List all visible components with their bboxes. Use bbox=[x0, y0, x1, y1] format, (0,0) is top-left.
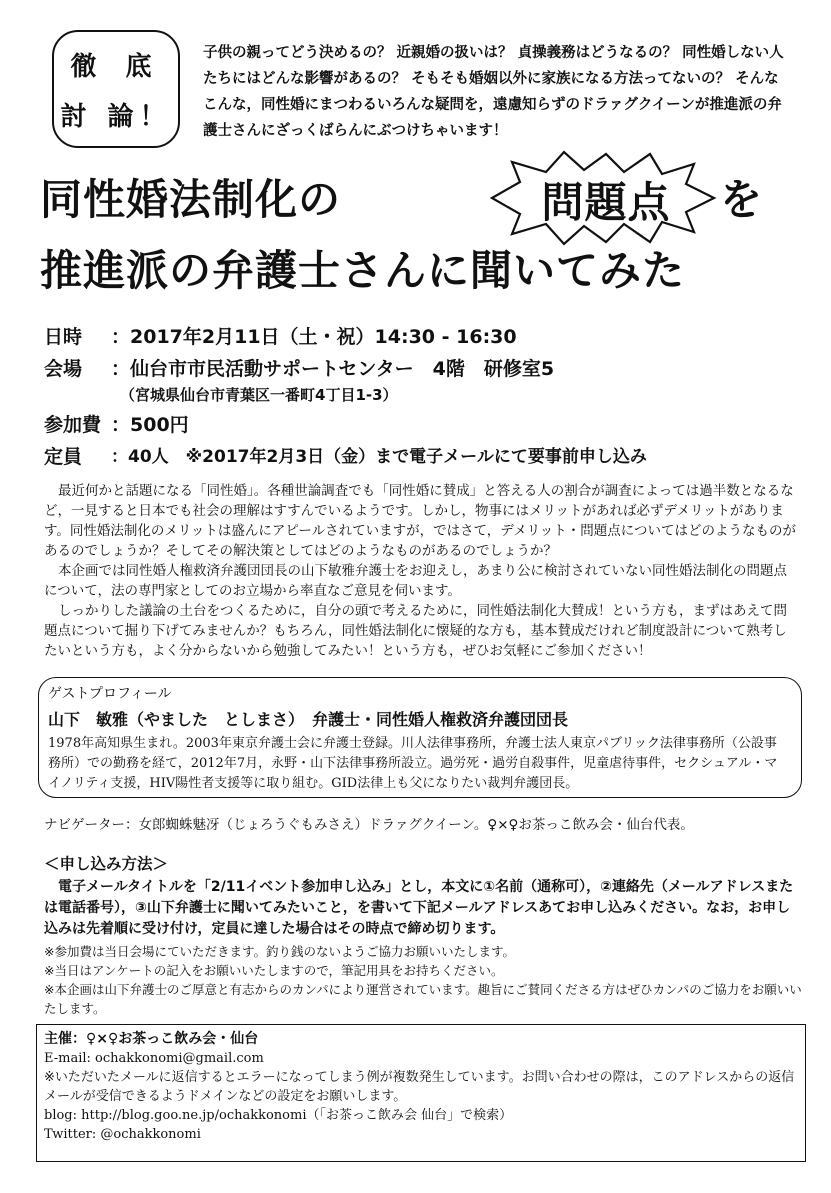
title-line-1-suffix: を bbox=[720, 175, 764, 224]
apply-paragraph: 電子メールタイトルを「2/11イベント参加申し込み」とし，本文に①名前（通称可），②連絡先（メールアドレスまたは電話番号），③山下弁護士に聞いてみたいこと，を書いて下記メールアドレスあてお申し込みください。なお，お申し込みは先着順に受け付け，定員に達した場合はその時点で締め切ります。 bbox=[44, 879, 794, 937]
info-value: （宮城県仙台市青葉区一番町4丁目1-3） bbox=[120, 386, 398, 404]
apply-heading: ＜申し込み方法＞ bbox=[44, 855, 169, 873]
info-value: ：2017年2月11日（土・祝）14:30 - 16:30 bbox=[111, 326, 517, 348]
info-value: ：500円 bbox=[111, 414, 189, 436]
note-item: ※参加費は当日会場にていただきます。釣り銭のないようご協力お願いいたします。 bbox=[44, 944, 515, 959]
intro-text: 子供の親ってどう決めるの？ 近親婚の扱いは？ 貞操義務はどうなるの？ 同性婚しない人たちにはどんな影響があるの？ そもそも婚姻以外に家族になる方法ってないの？ そんなこんな，同性婚にまつわるいろんな疑問を，遠慮知らずのドラァグクイーンが推進派の弁護士さんにざっくばらんにぶつけちゃいます！ bbox=[203, 45, 784, 139]
apply-instructions bbox=[44, 877, 804, 940]
blog-link[interactable]: blog: http://blog.goo.ne.jp/ochakkonomi（「お茶っこ飲み会 仙台」で検索） bbox=[44, 1108, 513, 1123]
title-line-1-prefix: 同性婚法制化の bbox=[40, 175, 342, 224]
info-label: 会場 bbox=[44, 358, 83, 380]
discussion-badge bbox=[52, 30, 180, 148]
body-paragraph: 本企画では同性婚人権救済弁護団団長の山下敏雅弁護士をお迎えし，あまり公に検討されていない同性婚法制化の問題点について，法の専門家としてのお立場から率直なご意見を伺います。 bbox=[44, 563, 787, 599]
info-label: 定員 bbox=[44, 446, 83, 468]
body-paragraph: 最近何かと話題になる「同性婚」。各種世論調査でも「同性婚に賛成」と答える人の割合が調査によっては過半数となるなど，一見すると日本でも社会の理解はすすんでいるようです。しかし，物事にはメリットがあれば必ずデメリットがあります。同性婚法制化のメリットは盛んにアピールされていますが，ではさて，デメリット・問題点についてはどのようなものがあるのでしょうか？そしてその解決策としてはどのようなものがあるのでしょうか？ bbox=[44, 483, 796, 559]
badge-line-1: 徹 底 bbox=[70, 52, 162, 82]
note-item: ※当日はアンケートの記入をお願いいたしますので，筆記用具をお持ちください。 bbox=[44, 963, 504, 978]
info-value: ：40人 ※2017年2月3日（金）まで電子メールにて要事前申し込み bbox=[111, 447, 647, 467]
title-line-2: 推進派の弁護士さんに聞いてみた bbox=[40, 246, 686, 295]
body-paragraph: しっかりした議論の土台をつくるために，自分の頭で考えるために，同性婚法制化大賛成！という方も，まずはあえて問題点について掘り下げてみませんか？もちろん，同性婚法制化に懐疑的な方も，基本賛成だけれど制度設計について熟考したいという方も，よく分からないから勉強してみたい！という方も，ぜひお気軽にご参加ください！ bbox=[44, 603, 787, 659]
host-info bbox=[44, 1030, 798, 1144]
info-value: ：仙台市市民活動サポートセンター 4階 研修室5 bbox=[111, 358, 555, 380]
profile-name: 山下 敏雅（やました としまさ） 弁護士・同性婚人権救済弁護団団長 bbox=[48, 710, 569, 729]
title-highlight: 問題点 bbox=[541, 178, 671, 227]
organizer: 主催：♀×♀お茶っこ飲み会・仙台 bbox=[44, 1031, 259, 1047]
profile-bio: 1978年高知県生まれ。2003年東京弁護士会に弁護士登録。川人法律事務所，弁護士法人東京パブリック法律事務所（公設事務所）での勤務を経て，2012年7月，永野・山下法律事務所設立。過労死・過労自殺事件，児童虐待事件，セクシュアル・マイノリティ支援，HIV陽性者支援等に取り組む。GID法律上も父になりたい裁判弁護団長。 bbox=[48, 736, 778, 791]
info-label: 参加費 bbox=[44, 414, 102, 436]
badge-line-2: 討 論！ bbox=[60, 102, 172, 132]
note-item: ※本企画は山下弁護士のご厚意と有志からのカンパにより運営されています。趣旨にご賛同くださる方はぜひカンパのご協力をお願いいたします。 bbox=[44, 982, 802, 1016]
info-label: 日時 bbox=[44, 326, 83, 348]
apply-notes bbox=[44, 942, 804, 1018]
profile-heading: ゲストプロフィール bbox=[48, 686, 172, 702]
email-note: ※いただいたメールに返信するとエラーになってしまう例が複数発生しています。お問い合わせの際は，このアドレスからの返信メールが受信できるようドメインなどの設定をお願いします。 bbox=[44, 1070, 795, 1104]
email-address[interactable]: E-mail: ochakkonomi@gmail.com bbox=[44, 1051, 264, 1066]
navigator-text: ナビゲーター：女郎蜘蛛魅冴（じょろうぐもみさえ）ドラァグクイーン。♀×♀お茶っこ飲み会・仙台代表。 bbox=[44, 817, 694, 833]
body-text bbox=[44, 481, 800, 661]
twitter-handle[interactable]: Twitter: @ochakkonomi bbox=[44, 1127, 201, 1142]
